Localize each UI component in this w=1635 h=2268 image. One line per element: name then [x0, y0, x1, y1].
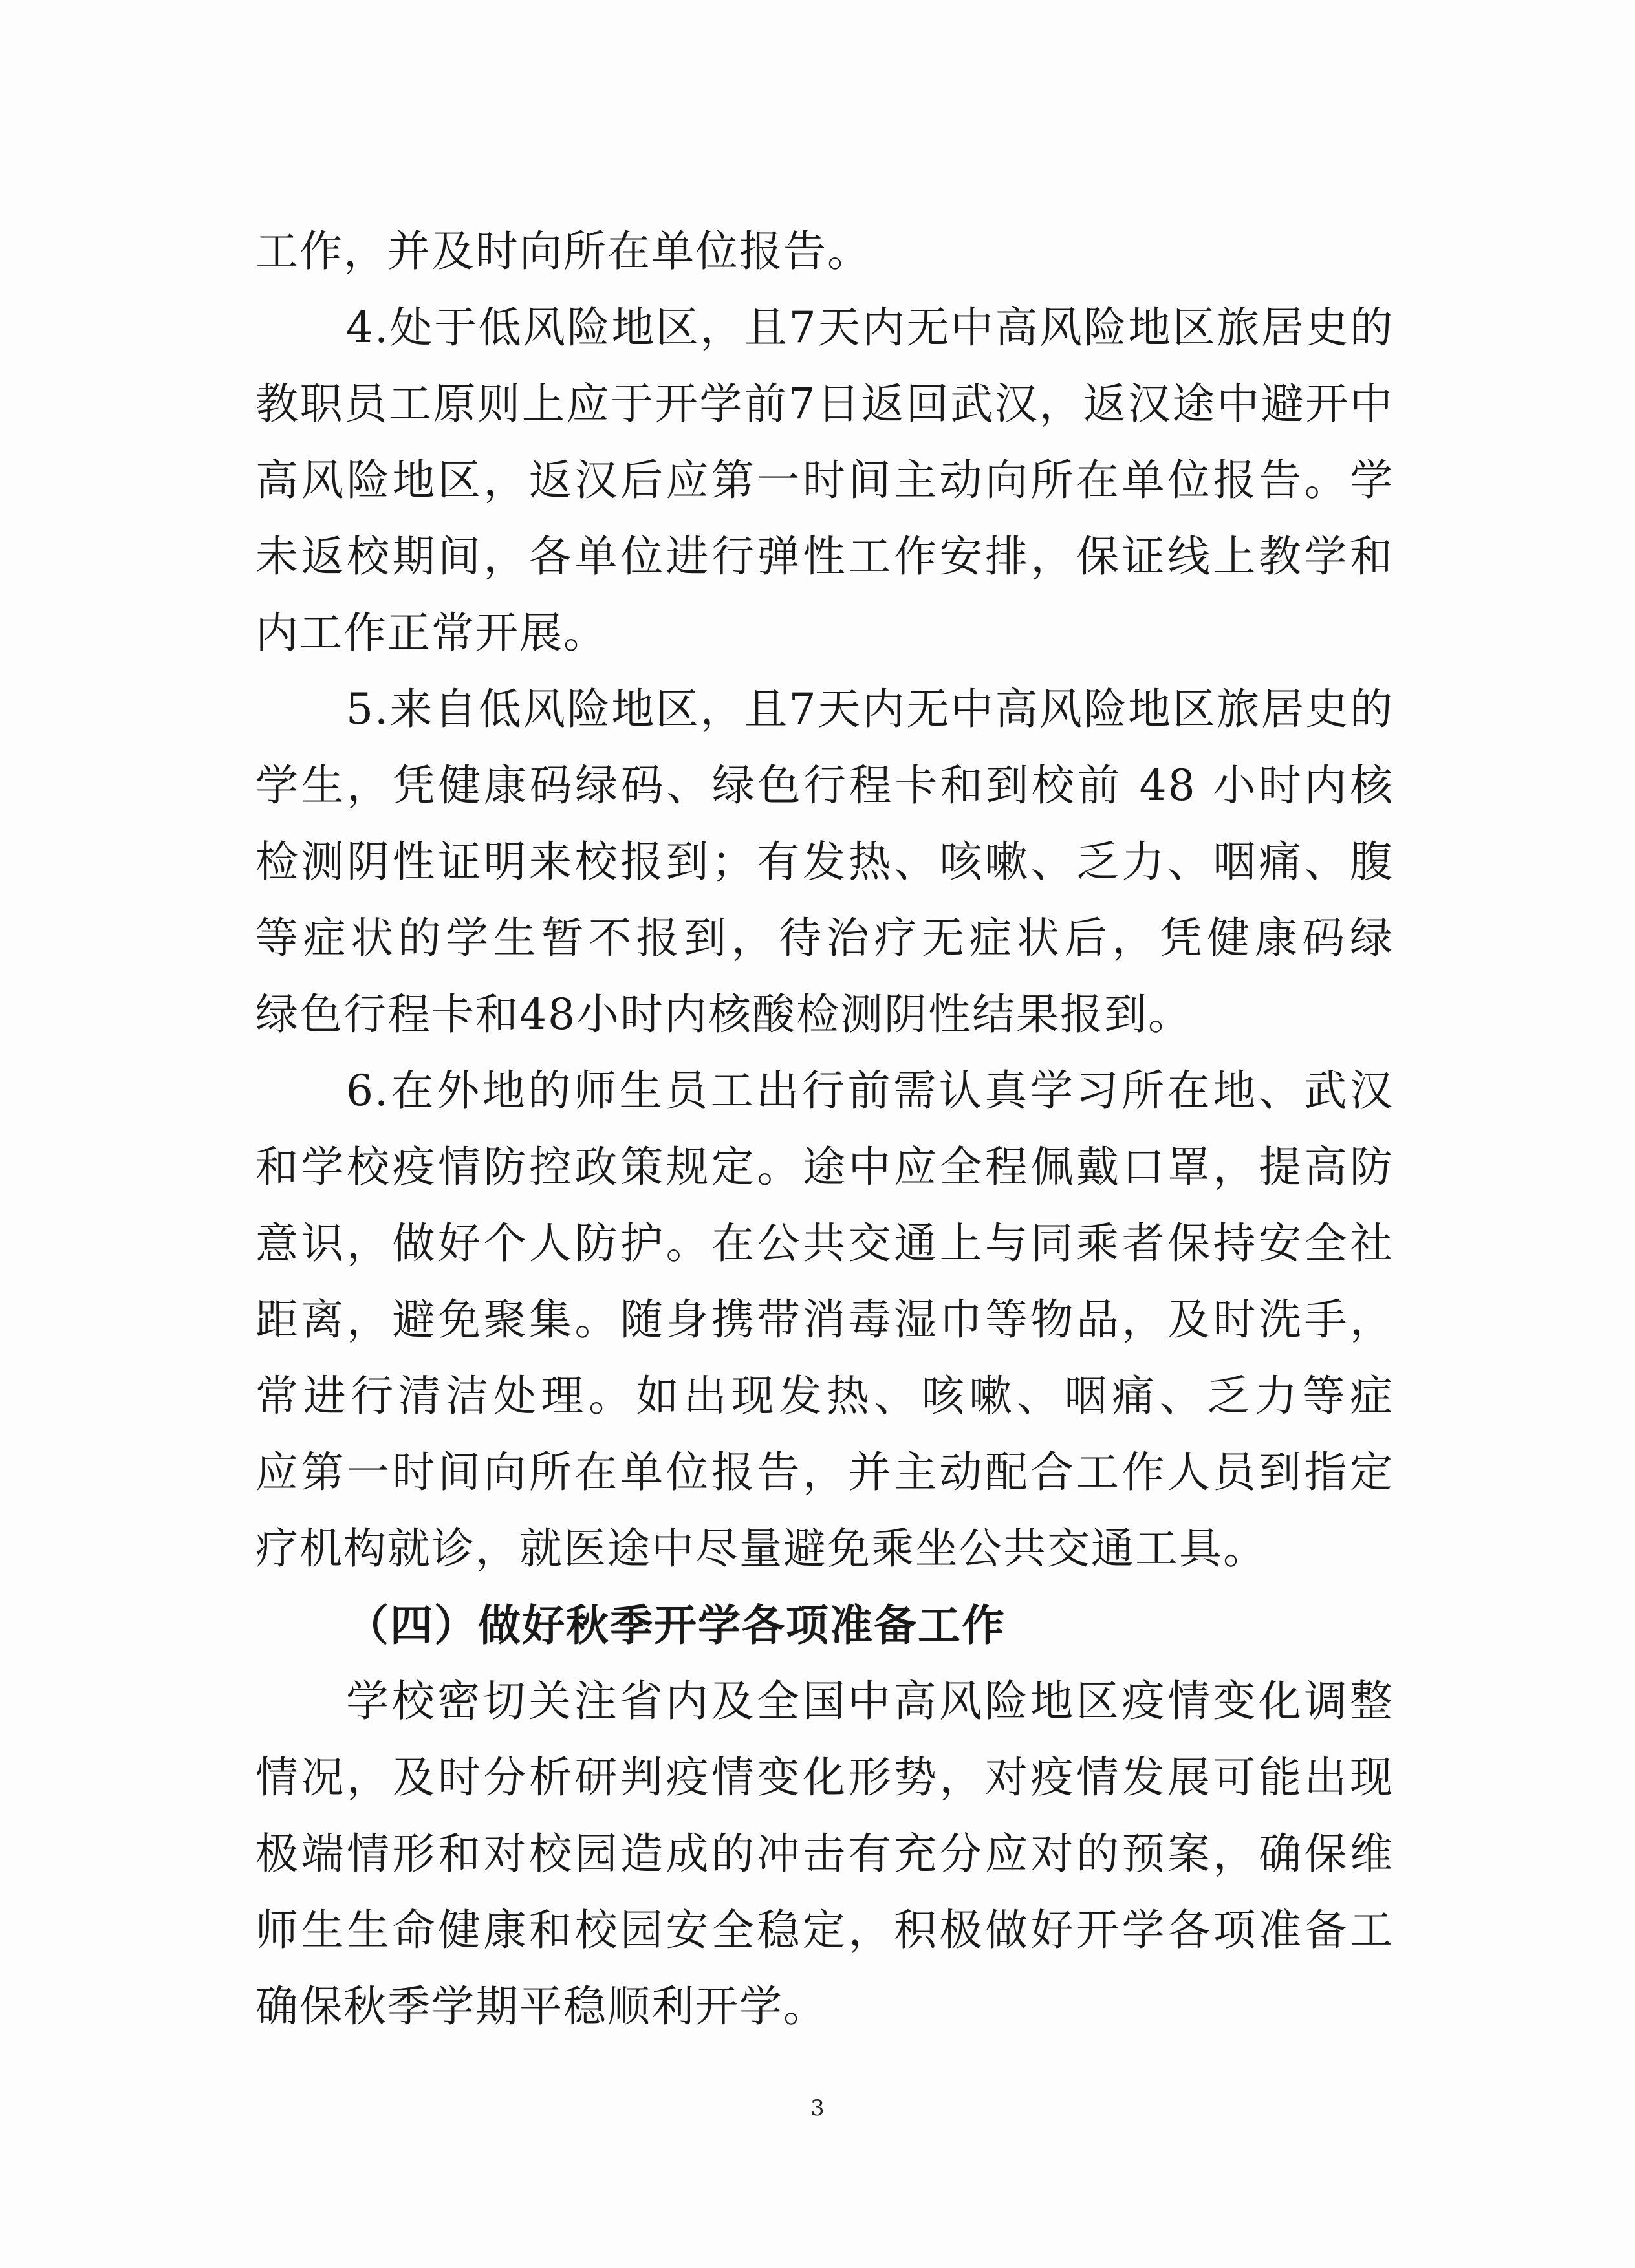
text-line: 检测阴性证明来校报到；有发热、咳嗽、乏力、咽痛、腹	[255, 837, 1394, 887]
text-line: 距离，避免聚集。随身携带消毒湿巾等物品，及时洗手，	[255, 1295, 1394, 1345]
page-number: 3	[810, 2095, 825, 2121]
text-line: 疗机构就诊，就医途中尽量避免乘坐公共交通工具。	[255, 1524, 1267, 1573]
text-line: 常进行清洁处理。如出现发热、咳嗽、咽痛、乏力等症	[255, 1371, 1394, 1421]
text-line: 高风险地区，返汉后应第一时间主动向所在单位报告。学	[255, 455, 1394, 505]
text-line: 4.处于低风险地区，且7天内无中高风险地区旅居史的	[346, 303, 1394, 352]
text-line: 意识，做好个人防护。在公共交通上与同乘者保持安全社	[255, 1218, 1394, 1268]
text-line: 6.在外地的师生员工出行前需认真学习所在地、武汉	[346, 1066, 1394, 1116]
text-line: 教职员工原则上应于开学前7日返回武汉，返汉途中避开中	[255, 379, 1394, 429]
text-line: 未返校期间，各单位进行弹性工作安排，保证线上教学和	[255, 532, 1394, 581]
text-line: 极端情形和对校园造成的冲击有充分应对的预案，确保维	[255, 1829, 1394, 1879]
text-line: 情况，及时分析研判疫情变化形势，对疫情发展可能出现	[255, 1753, 1394, 1802]
text-line: 师生生命健康和校园安全稳定，积极做好开学各项准备工	[255, 1905, 1394, 1955]
text-line: 学校密切关注省内及全国中高风险地区疫情变化调整	[346, 1676, 1394, 1726]
text-line: 确保秋季学期平稳顺利开学。	[255, 1982, 827, 2031]
text-line: 等症状的学生暂不报到，待治疗无症状后，凭健康码绿	[255, 913, 1394, 963]
text-line: 和学校疫情防控政策规定。途中应全程佩戴口罩，提高防	[255, 1142, 1394, 1192]
text-line: 学生，凭健康码绿码、绿色行程卡和到校前 48 小时内核	[255, 761, 1394, 810]
text-line: 绿色行程卡和48小时内核酸检测阴性结果报到。	[255, 989, 1192, 1039]
text-line: 工作，并及时向所在单位报告。	[255, 226, 871, 276]
text-line: 5.来自低风险地区，且7天内无中高风险地区旅居史的	[346, 684, 1394, 734]
text-line: 应第一时间向所在单位报告，并主动配合工作人员到指定	[255, 1447, 1394, 1497]
text-line: 内工作正常开展。	[255, 608, 607, 658]
body-text	[255, 213, 1394, 2045]
section-heading: （四）做好秋季开学各项准备工作	[346, 1600, 1006, 1650]
